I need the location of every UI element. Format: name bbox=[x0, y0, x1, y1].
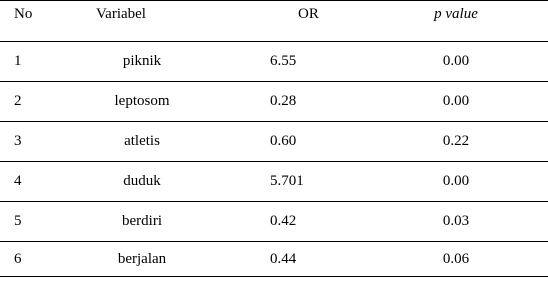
cell-or: 0.28 bbox=[270, 93, 297, 109]
table-row bbox=[0, 162, 548, 202]
table-header-row bbox=[0, 1, 548, 42]
cell-or: 0.60 bbox=[270, 133, 297, 149]
cell-or: 0.44 bbox=[270, 250, 297, 267]
cell-p-value: 0.03 bbox=[442, 213, 470, 229]
cell-or: 6.55 bbox=[270, 53, 297, 69]
cell-no: 1 bbox=[14, 53, 22, 69]
table-row bbox=[0, 202, 548, 242]
cell-variabel: duduk bbox=[123, 173, 161, 189]
cell-variabel: berjalan bbox=[117, 250, 167, 267]
header-p-value: p value bbox=[434, 6, 478, 22]
header-or: OR bbox=[298, 6, 319, 22]
cell-variabel: piknik bbox=[122, 53, 162, 69]
cell-or: 5.701 bbox=[270, 173, 304, 189]
table-row bbox=[0, 122, 548, 162]
cell-p-value: 0.06 bbox=[442, 250, 470, 267]
cell-no: 3 bbox=[14, 133, 22, 149]
table-row bbox=[0, 42, 548, 82]
cell-or: 0.42 bbox=[270, 213, 297, 229]
cell-no: 2 bbox=[14, 93, 22, 109]
header-no: No bbox=[14, 6, 33, 22]
cell-variabel: berdiri bbox=[122, 213, 162, 229]
cell-no: 5 bbox=[14, 213, 22, 229]
cell-p-value: 0.00 bbox=[442, 93, 470, 109]
cell-p-value: 0.00 bbox=[442, 53, 470, 69]
cell-variabel: atletis bbox=[124, 133, 160, 149]
cell-p-value: 0.00 bbox=[442, 173, 470, 189]
cell-p-value: 0.22 bbox=[442, 133, 470, 149]
table-row bbox=[0, 82, 548, 122]
table-row bbox=[0, 242, 548, 277]
cell-no: 4 bbox=[14, 173, 22, 189]
header-variabel: Variabel bbox=[96, 6, 146, 22]
cell-variabel: leptosom bbox=[114, 93, 170, 109]
cell-no: 6 bbox=[14, 250, 22, 267]
